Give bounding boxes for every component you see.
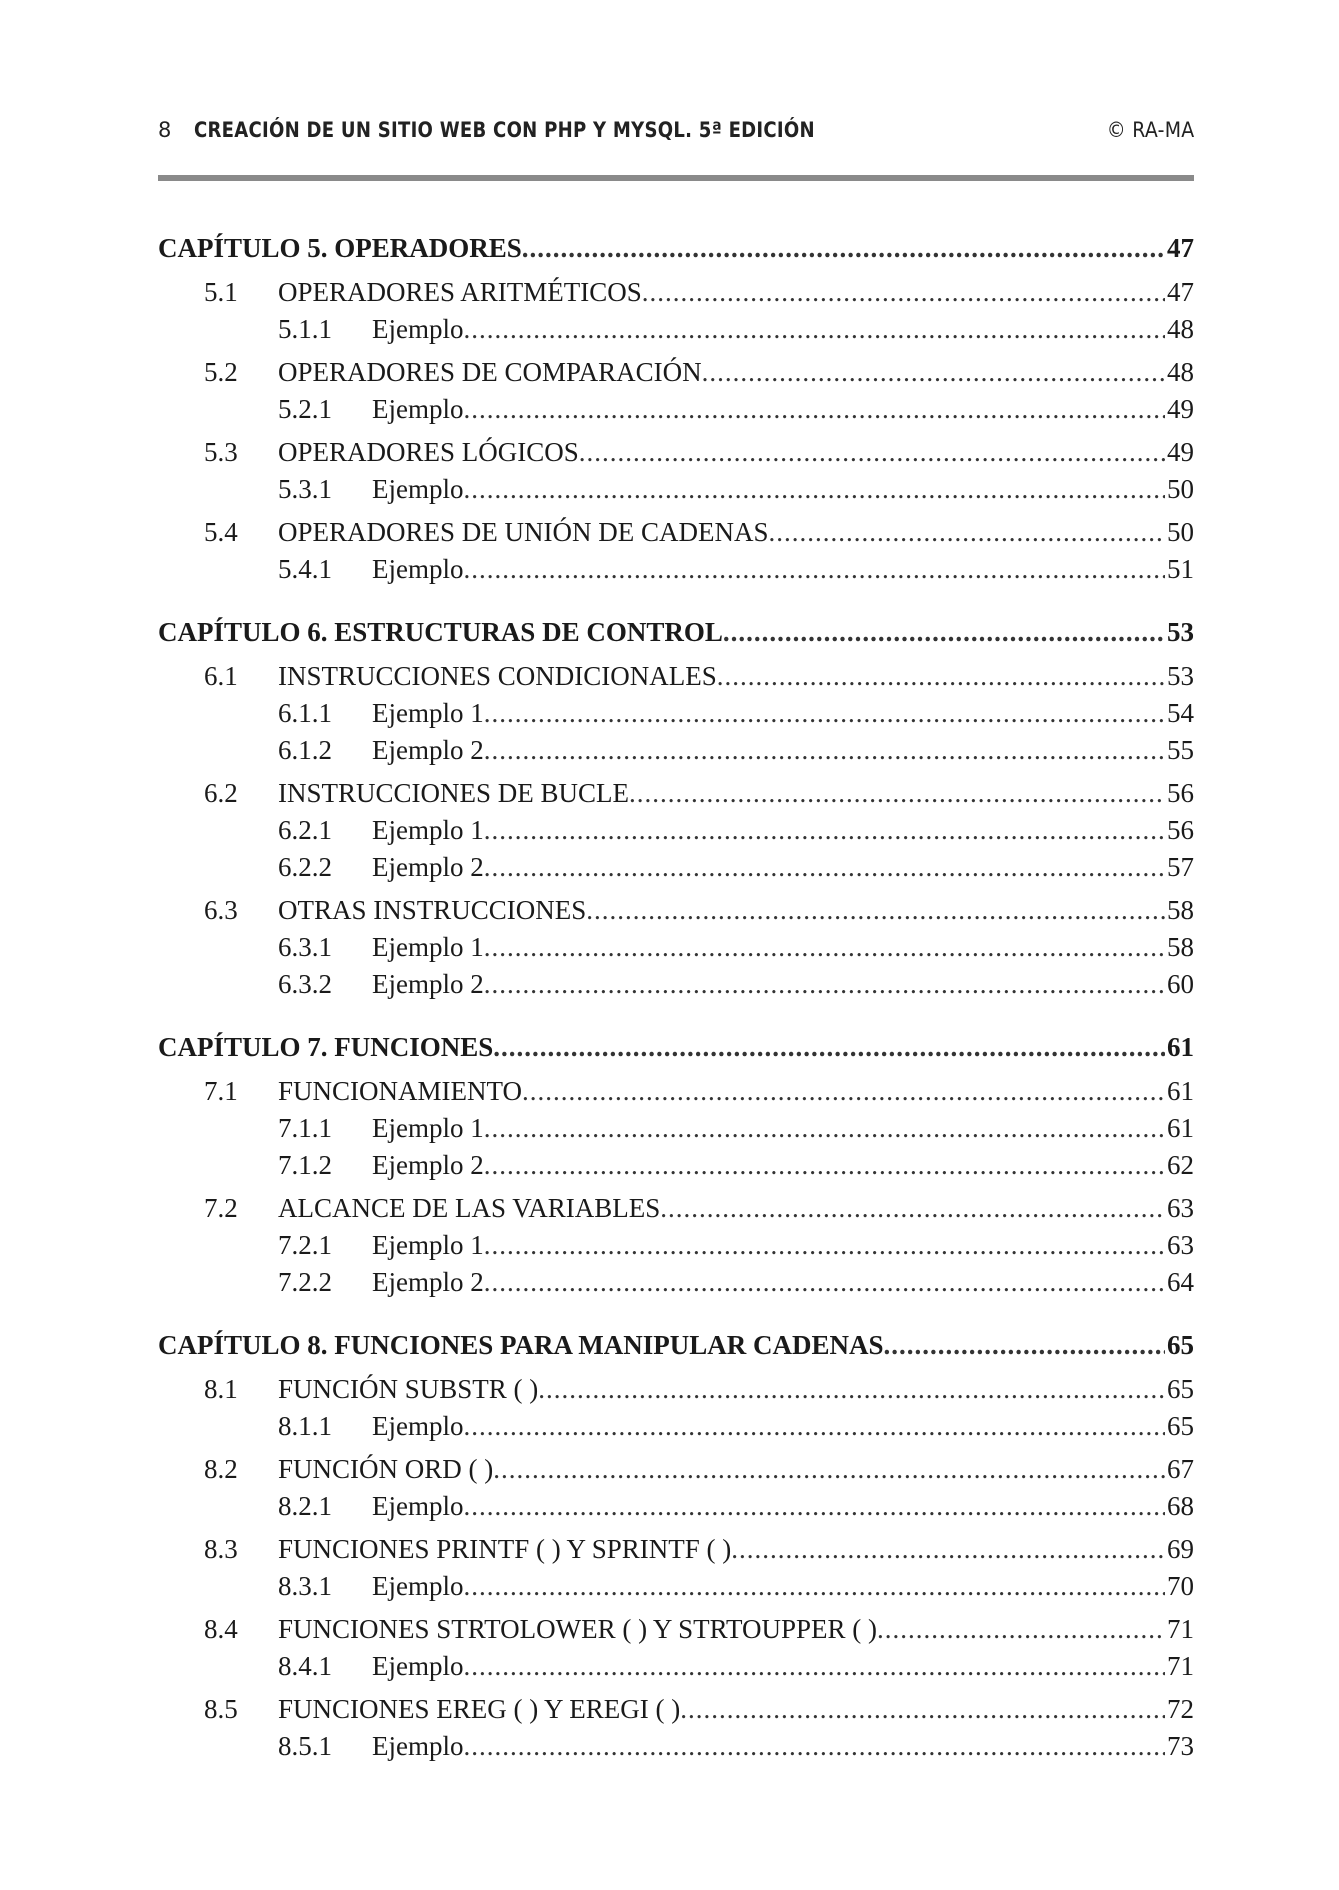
toc-entry-title: Ejemplo 2 [372, 1264, 484, 1301]
toc-entry-label [278, 658, 1194, 695]
toc-entry-chapter [158, 228, 1194, 268]
toc-entry-page: 71 [1167, 1651, 1194, 1681]
toc-entry-title: OPERADORES LÓGICOS [278, 434, 579, 471]
toc-entry-title: CAPÍTULO 7. FUNCIONES [158, 1027, 493, 1067]
toc-entry-section [158, 1371, 1194, 1408]
dot-leader [586, 892, 1165, 929]
toc-entry-section [158, 1611, 1194, 1648]
toc-entry-page: 61 [1167, 1113, 1194, 1143]
toc-entry-sub [158, 966, 1194, 1003]
toc-entry-section [158, 514, 1194, 551]
toc-entry-page: 51 [1167, 554, 1194, 584]
toc-entry-page: 69 [1167, 1534, 1194, 1564]
toc-entry-number: 6.1 [204, 661, 238, 691]
toc-entry-label [372, 1728, 1194, 1765]
header-rule [158, 175, 1194, 181]
toc-entry-label [372, 311, 1194, 348]
toc-entry-label [372, 1147, 1194, 1184]
toc-entry-page: 61 [1167, 1076, 1194, 1106]
dot-leader [463, 1408, 1165, 1445]
toc-entry-page: 71 [1167, 1614, 1194, 1644]
toc-entry-sub [158, 1147, 1194, 1184]
toc-entry-number: 5.4 [204, 517, 238, 547]
toc-entry-label [278, 434, 1194, 471]
toc-entry-sub [158, 1110, 1194, 1147]
dot-leader [463, 391, 1165, 428]
toc-entry-page: 56 [1167, 778, 1194, 808]
toc-entry-title: OTRAS INSTRUCCIONES [278, 892, 586, 929]
toc-entry-label [372, 812, 1194, 849]
toc-entry-number: 7.2.1 [278, 1230, 332, 1260]
toc-entry-label [372, 966, 1194, 1003]
toc-entry-label [372, 471, 1194, 508]
toc-entry-label [158, 1325, 1194, 1365]
toc-entry-number: 8.3 [204, 1534, 238, 1564]
toc-entry-title: Ejemplo [372, 551, 463, 588]
toc-entry-section [158, 1451, 1194, 1488]
toc-entry-number: 7.1.1 [278, 1113, 332, 1143]
toc-entry-label [278, 1451, 1194, 1488]
toc-entry-title: FUNCIONAMIENTO [278, 1073, 522, 1110]
toc-entry-label [372, 1110, 1194, 1147]
toc-entry-sub [158, 1728, 1194, 1765]
toc-entry-sub [158, 311, 1194, 348]
toc-entry-label [372, 1648, 1194, 1685]
toc-entry-sub [158, 1408, 1194, 1445]
toc-entry-label [372, 732, 1194, 769]
toc-entry-label [278, 514, 1194, 551]
toc-entry-number: 8.2.1 [278, 1491, 332, 1521]
toc-entry-title: Ejemplo 1 [372, 929, 484, 966]
toc-entry-sub [158, 732, 1194, 769]
dot-leader [484, 1147, 1165, 1184]
toc-entry-number: 8.3.1 [278, 1571, 332, 1601]
toc-entry-section [158, 775, 1194, 812]
dot-leader [877, 1611, 1165, 1648]
page-number: 8 [158, 118, 172, 142]
toc-entry-number: 8.4.1 [278, 1651, 332, 1681]
dot-leader [484, 1110, 1165, 1147]
toc-entry-label [278, 1691, 1194, 1728]
toc-entry-page: 53 [1167, 617, 1194, 647]
dot-leader [642, 274, 1165, 311]
toc-entry-sub [158, 1227, 1194, 1264]
toc-entry-chapter [158, 612, 1194, 652]
toc-entry-page: 73 [1167, 1731, 1194, 1761]
dot-leader [702, 354, 1165, 391]
toc-entry-page: 72 [1167, 1694, 1194, 1724]
toc-entry-section [158, 658, 1194, 695]
toc-entry-number: 5.3 [204, 437, 238, 467]
toc-entry-number: 6.2.1 [278, 815, 332, 845]
toc-entry-sub [158, 1568, 1194, 1605]
toc-entry-number: 6.3.2 [278, 969, 332, 999]
toc-entry-label [278, 1073, 1194, 1110]
toc-entry-page: 65 [1167, 1411, 1194, 1441]
toc-entry-number: 8.5 [204, 1694, 238, 1724]
toc-entry-page: 63 [1167, 1230, 1194, 1260]
toc-entry-page: 67 [1167, 1454, 1194, 1484]
toc-entry-number: 8.4 [204, 1614, 238, 1644]
toc-entry-title: Ejemplo [372, 311, 463, 348]
dot-leader [463, 1568, 1165, 1605]
toc-entry-number: 5.1 [204, 277, 238, 307]
dot-leader [463, 1728, 1165, 1765]
toc-entry-chapter [158, 1027, 1194, 1067]
dot-leader [493, 1451, 1165, 1488]
toc-entry-page: 64 [1167, 1267, 1194, 1297]
toc-entry-page: 54 [1167, 698, 1194, 728]
toc-entry-title: CAPÍTULO 6. ESTRUCTURAS DE CONTROL [158, 612, 723, 652]
dot-leader [484, 812, 1165, 849]
toc-entry-label [372, 1568, 1194, 1605]
toc-entry-label [372, 849, 1194, 886]
dot-leader [463, 551, 1165, 588]
toc-entry-chapter [158, 1325, 1194, 1365]
toc-entry-sub [158, 1264, 1194, 1301]
toc-entry-label [278, 1531, 1194, 1568]
toc-entry-number: 5.3.1 [278, 474, 332, 504]
toc-entry-number: 8.1 [204, 1374, 238, 1404]
toc-entry-title: Ejemplo [372, 1408, 463, 1445]
toc-entry-label [372, 391, 1194, 428]
toc-entry-title: INSTRUCCIONES DE BUCLE [278, 775, 629, 812]
toc-entry-title: ALCANCE DE LAS VARIABLES [278, 1190, 660, 1227]
toc-entry-number: 6.2 [204, 778, 238, 808]
toc-entry-number: 6.2.2 [278, 852, 332, 882]
toc-entry-label [278, 892, 1194, 929]
toc-entry-sub [158, 391, 1194, 428]
toc-entry-number: 5.2 [204, 357, 238, 387]
dot-leader [484, 966, 1165, 1003]
toc-entry-page: 60 [1167, 969, 1194, 999]
toc-entry-number: 7.2 [204, 1193, 238, 1223]
toc-entry-page: 62 [1167, 1150, 1194, 1180]
toc-entry-page: 48 [1167, 314, 1194, 344]
toc-entry-label [372, 1488, 1194, 1525]
toc-entry-page: 61 [1167, 1032, 1194, 1062]
toc-entry-page: 48 [1167, 357, 1194, 387]
toc-entry-label [158, 612, 1194, 652]
dot-leader [723, 612, 1165, 652]
toc-entry-number: 6.3 [204, 895, 238, 925]
toc-entry-number: 5.2.1 [278, 394, 332, 424]
running-header [158, 112, 1194, 148]
toc-entry-sub [158, 1648, 1194, 1685]
toc-entry-section [158, 892, 1194, 929]
toc-entry-label [278, 354, 1194, 391]
dot-leader [538, 1371, 1165, 1408]
toc-entry-title: Ejemplo 2 [372, 1147, 484, 1184]
toc-entry-title: Ejemplo 2 [372, 849, 484, 886]
dot-leader [463, 311, 1165, 348]
toc-entry-title: OPERADORES ARITMÉTICOS [278, 274, 642, 311]
dot-leader [660, 1190, 1165, 1227]
toc-entry-title: FUNCIÓN SUBSTR ( ) [278, 1371, 538, 1408]
toc-entry-page: 50 [1167, 517, 1194, 547]
toc-entry-page: 49 [1167, 437, 1194, 467]
toc-entry-label [158, 228, 1194, 268]
dot-leader [463, 1648, 1165, 1685]
dot-leader [493, 1027, 1165, 1067]
toc-entry-sub [158, 1488, 1194, 1525]
book-title: CREACIÓN DE UN SITIO WEB CON PHP Y MYSQL. 5ª EDICIÓN [194, 118, 815, 142]
toc-entry-page: 47 [1167, 233, 1194, 263]
dot-leader [484, 1227, 1165, 1264]
toc-entry-number: 5.4.1 [278, 554, 332, 584]
toc-entry-title: Ejemplo [372, 1648, 463, 1685]
dot-leader [680, 1691, 1165, 1728]
dot-leader [629, 775, 1165, 812]
toc-entry-number: 5.1.1 [278, 314, 332, 344]
toc-entry-title: FUNCIONES PRINTF ( ) Y SPRINTF ( ) [278, 1531, 731, 1568]
toc-entry-title: FUNCIÓN ORD ( ) [278, 1451, 493, 1488]
toc-entry-label [158, 1027, 1194, 1067]
toc-entry-number: 6.1.1 [278, 698, 332, 728]
publisher-mark: © RA-MA [1106, 118, 1194, 142]
toc-entry-page: 58 [1167, 895, 1194, 925]
toc-entry-title: Ejemplo 1 [372, 1110, 484, 1147]
toc-entry-label [372, 551, 1194, 588]
dot-leader [484, 1264, 1165, 1301]
toc-entry-title: CAPÍTULO 8. FUNCIONES PARA MANIPULAR CADENAS [158, 1325, 884, 1365]
toc-entry-title: Ejemplo [372, 1488, 463, 1525]
toc-entry-number: 6.1.2 [278, 735, 332, 765]
toc-entry-section [158, 1190, 1194, 1227]
toc-entry-page: 49 [1167, 394, 1194, 424]
dot-leader [463, 1488, 1165, 1525]
toc-entry-page: 47 [1167, 277, 1194, 307]
dot-leader [484, 695, 1165, 732]
dot-leader [579, 434, 1165, 471]
toc-entry-page: 65 [1167, 1330, 1194, 1360]
toc-entry-label [278, 1611, 1194, 1648]
dot-leader [522, 1073, 1165, 1110]
dot-leader [484, 849, 1165, 886]
toc-entry-number: 8.2 [204, 1454, 238, 1484]
toc-entry-title: Ejemplo 1 [372, 695, 484, 732]
toc-entry-title: OPERADORES DE UNIÓN DE CADENAS [278, 514, 769, 551]
toc-entry-sub [158, 812, 1194, 849]
toc-entry-number: 7.1.2 [278, 1150, 332, 1180]
toc-entry-sub [158, 849, 1194, 886]
toc-entry-page: 58 [1167, 932, 1194, 962]
toc-entry-number: 7.1 [204, 1076, 238, 1106]
toc-entry-label [278, 274, 1194, 311]
toc-entry-label [372, 1227, 1194, 1264]
toc-entry-sub [158, 551, 1194, 588]
toc-entry-title: Ejemplo 1 [372, 812, 484, 849]
toc-entry-number: 6.3.1 [278, 932, 332, 962]
dot-leader [731, 1531, 1165, 1568]
dot-leader [884, 1325, 1165, 1365]
toc-entry-number: 8.1.1 [278, 1411, 332, 1441]
toc-entry-title: Ejemplo 1 [372, 1227, 484, 1264]
toc-entry-label [278, 1371, 1194, 1408]
toc-entry-page: 70 [1167, 1571, 1194, 1601]
toc-entry-section [158, 434, 1194, 471]
toc-entry-title: FUNCIONES EREG ( ) Y EREGI ( ) [278, 1691, 680, 1728]
toc-entry-label [372, 1408, 1194, 1445]
toc-entry-number: 7.2.2 [278, 1267, 332, 1297]
toc-entry-title: Ejemplo 2 [372, 966, 484, 1003]
toc-entry-section [158, 1531, 1194, 1568]
toc-entry-title: Ejemplo 2 [372, 732, 484, 769]
toc-entry-page: 68 [1167, 1491, 1194, 1521]
toc-entry-sub [158, 929, 1194, 966]
toc-entry-title: FUNCIONES STRTOLOWER ( ) Y STRTOUPPER ( ) [278, 1611, 877, 1648]
dot-leader [463, 471, 1165, 508]
toc-entry-title: Ejemplo [372, 1728, 463, 1765]
toc-entry-page: 50 [1167, 474, 1194, 504]
toc-entry-sub [158, 471, 1194, 508]
toc-entry-title: Ejemplo [372, 471, 463, 508]
toc-entry-section [158, 1691, 1194, 1728]
dot-leader [717, 658, 1165, 695]
toc-entry-number: 8.5.1 [278, 1731, 332, 1761]
dot-leader [484, 732, 1165, 769]
toc-entry-page: 53 [1167, 661, 1194, 691]
toc-entry-label [278, 775, 1194, 812]
toc-entry-title: Ejemplo [372, 391, 463, 428]
toc-entry-section [158, 354, 1194, 391]
toc-entry-page: 65 [1167, 1374, 1194, 1404]
toc-entry-title: Ejemplo [372, 1568, 463, 1605]
toc-entry-page: 63 [1167, 1193, 1194, 1223]
toc-entry-label [372, 695, 1194, 732]
toc-entry-sub [158, 695, 1194, 732]
toc-entry-title: CAPÍTULO 5. OPERADORES [158, 228, 522, 268]
toc-entry-label [372, 1264, 1194, 1301]
dot-leader [484, 929, 1165, 966]
toc-entry-page: 57 [1167, 852, 1194, 882]
toc-entry-page: 56 [1167, 815, 1194, 845]
dot-leader [522, 228, 1165, 268]
toc-entry-section [158, 274, 1194, 311]
toc-entry-label [278, 1190, 1194, 1227]
toc-entry-title: OPERADORES DE COMPARACIÓN [278, 354, 702, 391]
toc-entry-page: 55 [1167, 735, 1194, 765]
table-of-contents [158, 228, 1194, 1765]
toc-entry-section [158, 1073, 1194, 1110]
toc-entry-title: INSTRUCCIONES CONDICIONALES [278, 658, 717, 695]
toc-entry-label [372, 929, 1194, 966]
dot-leader [769, 514, 1165, 551]
